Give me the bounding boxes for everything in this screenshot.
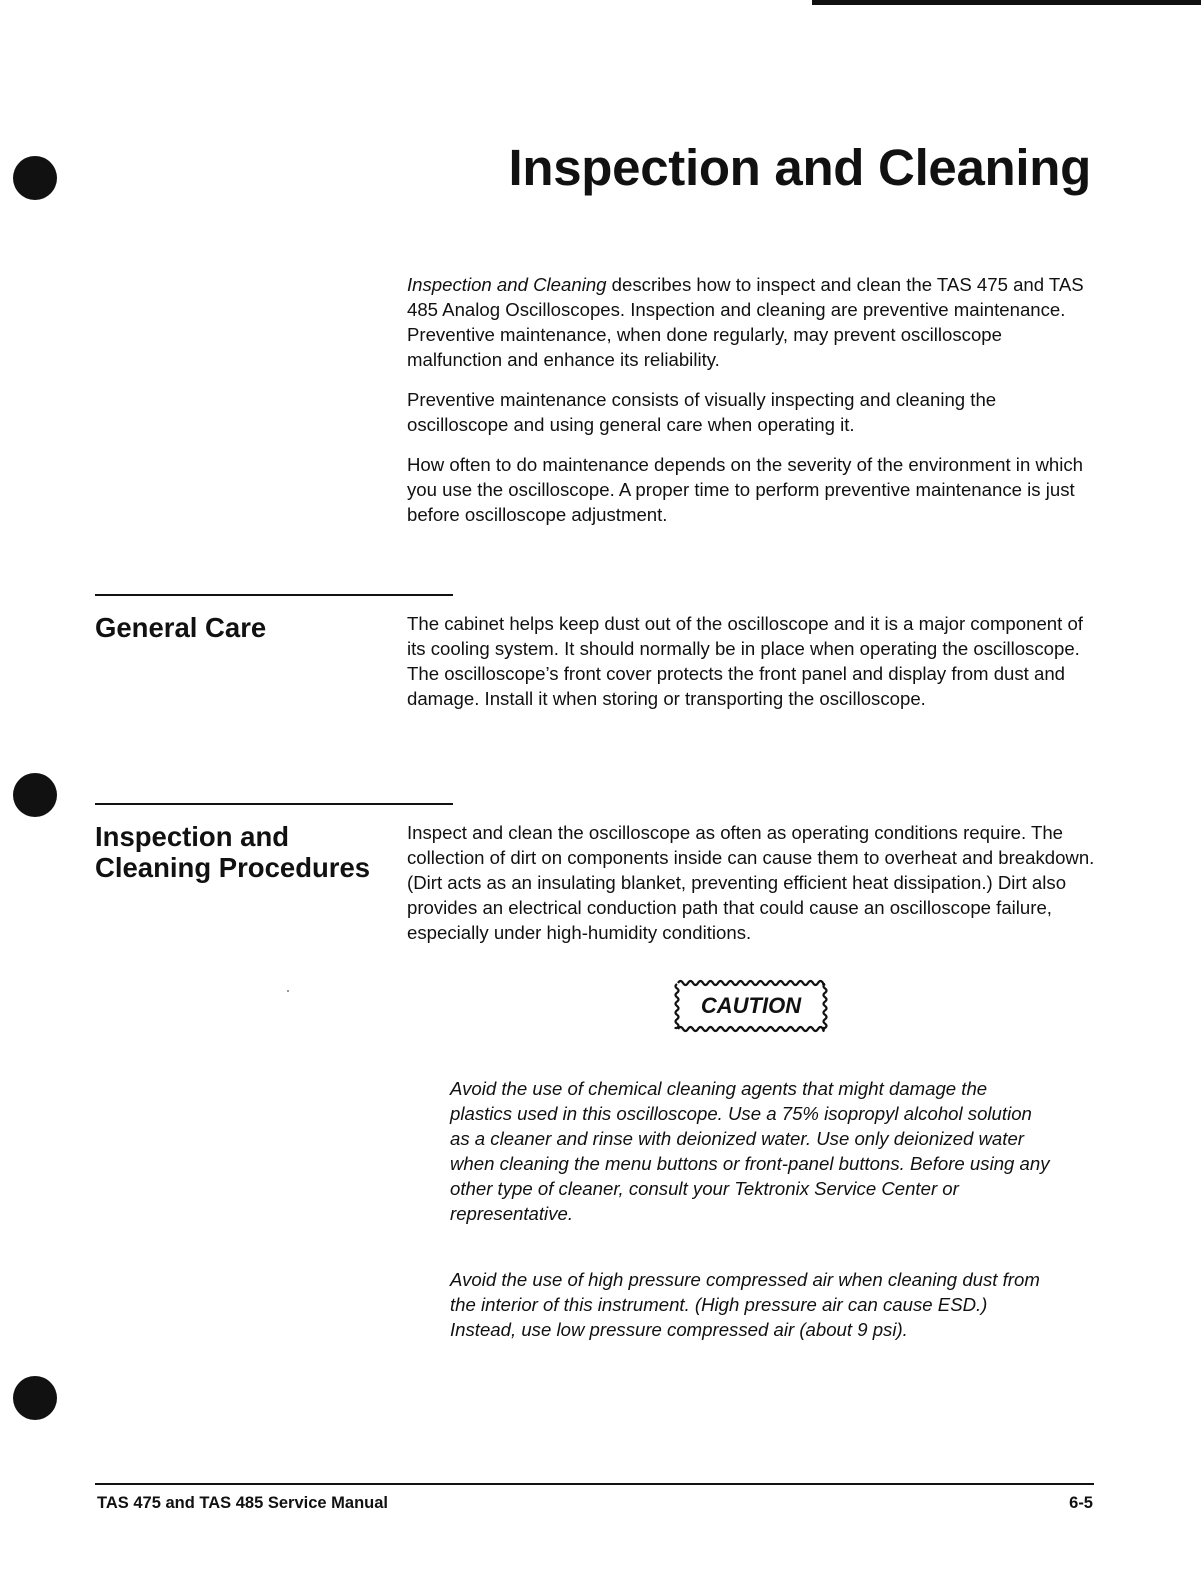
general-care-heading: General Care: [95, 612, 267, 643]
binder-hole-middle: [13, 773, 57, 817]
caution-label: CAUTION: [700, 993, 802, 1018]
page-title: Inspection and Cleaning: [508, 139, 1091, 196]
inspection-procedures-section: [407, 820, 1097, 960]
inspection-procedures-heading-line2: Cleaning Procedures: [95, 852, 371, 883]
scan-speck: [287, 990, 289, 992]
inspection-procedures-paragraph: Inspect and clean the oscilloscope as often as operating conditions require. The collection of dirt on components inside can cause them to overheat and breakdown. (Dirt acts as an insulating blanket, preventing efficient heat dissipation.) Dirt also provides an electrical conduction path that could cause an oscilloscope failure, especially under high-humidity conditions.: [407, 822, 1095, 943]
intro-paragraph-1: [407, 272, 1097, 372]
general-care-paragraph: The cabinet helps keep dust out of the oscilloscope and it is a major component of its cooling system. It should normally be in place when operating the oscilloscope. The oscilloscope’s front cover protects the front panel and display from dust and damage. Install it when storing or transporting the oscilloscope.: [407, 613, 1083, 709]
footer-manual-title: TAS 475 and TAS 485 Service Manual: [97, 1494, 389, 1512]
intro-paragraph-3: How often to do maintenance depends on the severity of the environment in which you use the oscilloscope. A proper time to perform preventive maintenance is just before oscilloscope adjustment.: [407, 454, 1083, 525]
caution-box: [672, 978, 830, 1034]
binder-hole-top: [13, 156, 57, 200]
caution-paragraph-1: Avoid the use of chemical cleaning agents that might damage the plastics used in this oscilloscope. Use a 75% isopropyl alcohol solution as a cleaner and rinse with deionized water. Use only deionized water when cleaning the menu buttons or front-panel buttons. Before using any other type of cleaner, consult your Tektronix Service Center or representative.: [450, 1078, 1050, 1224]
general-care-rule: [95, 594, 453, 596]
footer-rule: [95, 1483, 1094, 1485]
intro-paragraph-2: Preventive maintenance consists of visually inspecting and cleaning the oscilloscope and using general care when operating it.: [407, 389, 997, 435]
inspection-procedures-heading-line1: Inspection and: [95, 821, 290, 852]
intro-lead-italic: Inspection and Cleaning: [407, 274, 607, 295]
intro-section: [407, 272, 1097, 542]
intro-lead-rest: describes how to inspect and clean the TAS 475 and TAS 485 Analog Oscilloscopes. Inspection and cleaning are preventive maintenance. Preventive maintenance, when done regularly, may prevent oscilloscope malfunction and enhance its reliability.: [407, 274, 1084, 370]
binder-hole-bottom: [13, 1376, 57, 1420]
general-care-section: [407, 611, 1097, 726]
inspection-procedures-heading: [95, 821, 395, 883]
caution-paragraph-2: Avoid the use of high pressure compressed air when cleaning dust from the interior of this instrument. (High pressure air can cause ESD.) Instead, use low pressure compressed air (about 9 psi).: [450, 1269, 1040, 1340]
footer-page-number: 6-5: [1069, 1494, 1093, 1512]
inspection-procedures-rule: [95, 803, 453, 805]
top-edge-rule: [812, 0, 1201, 5]
